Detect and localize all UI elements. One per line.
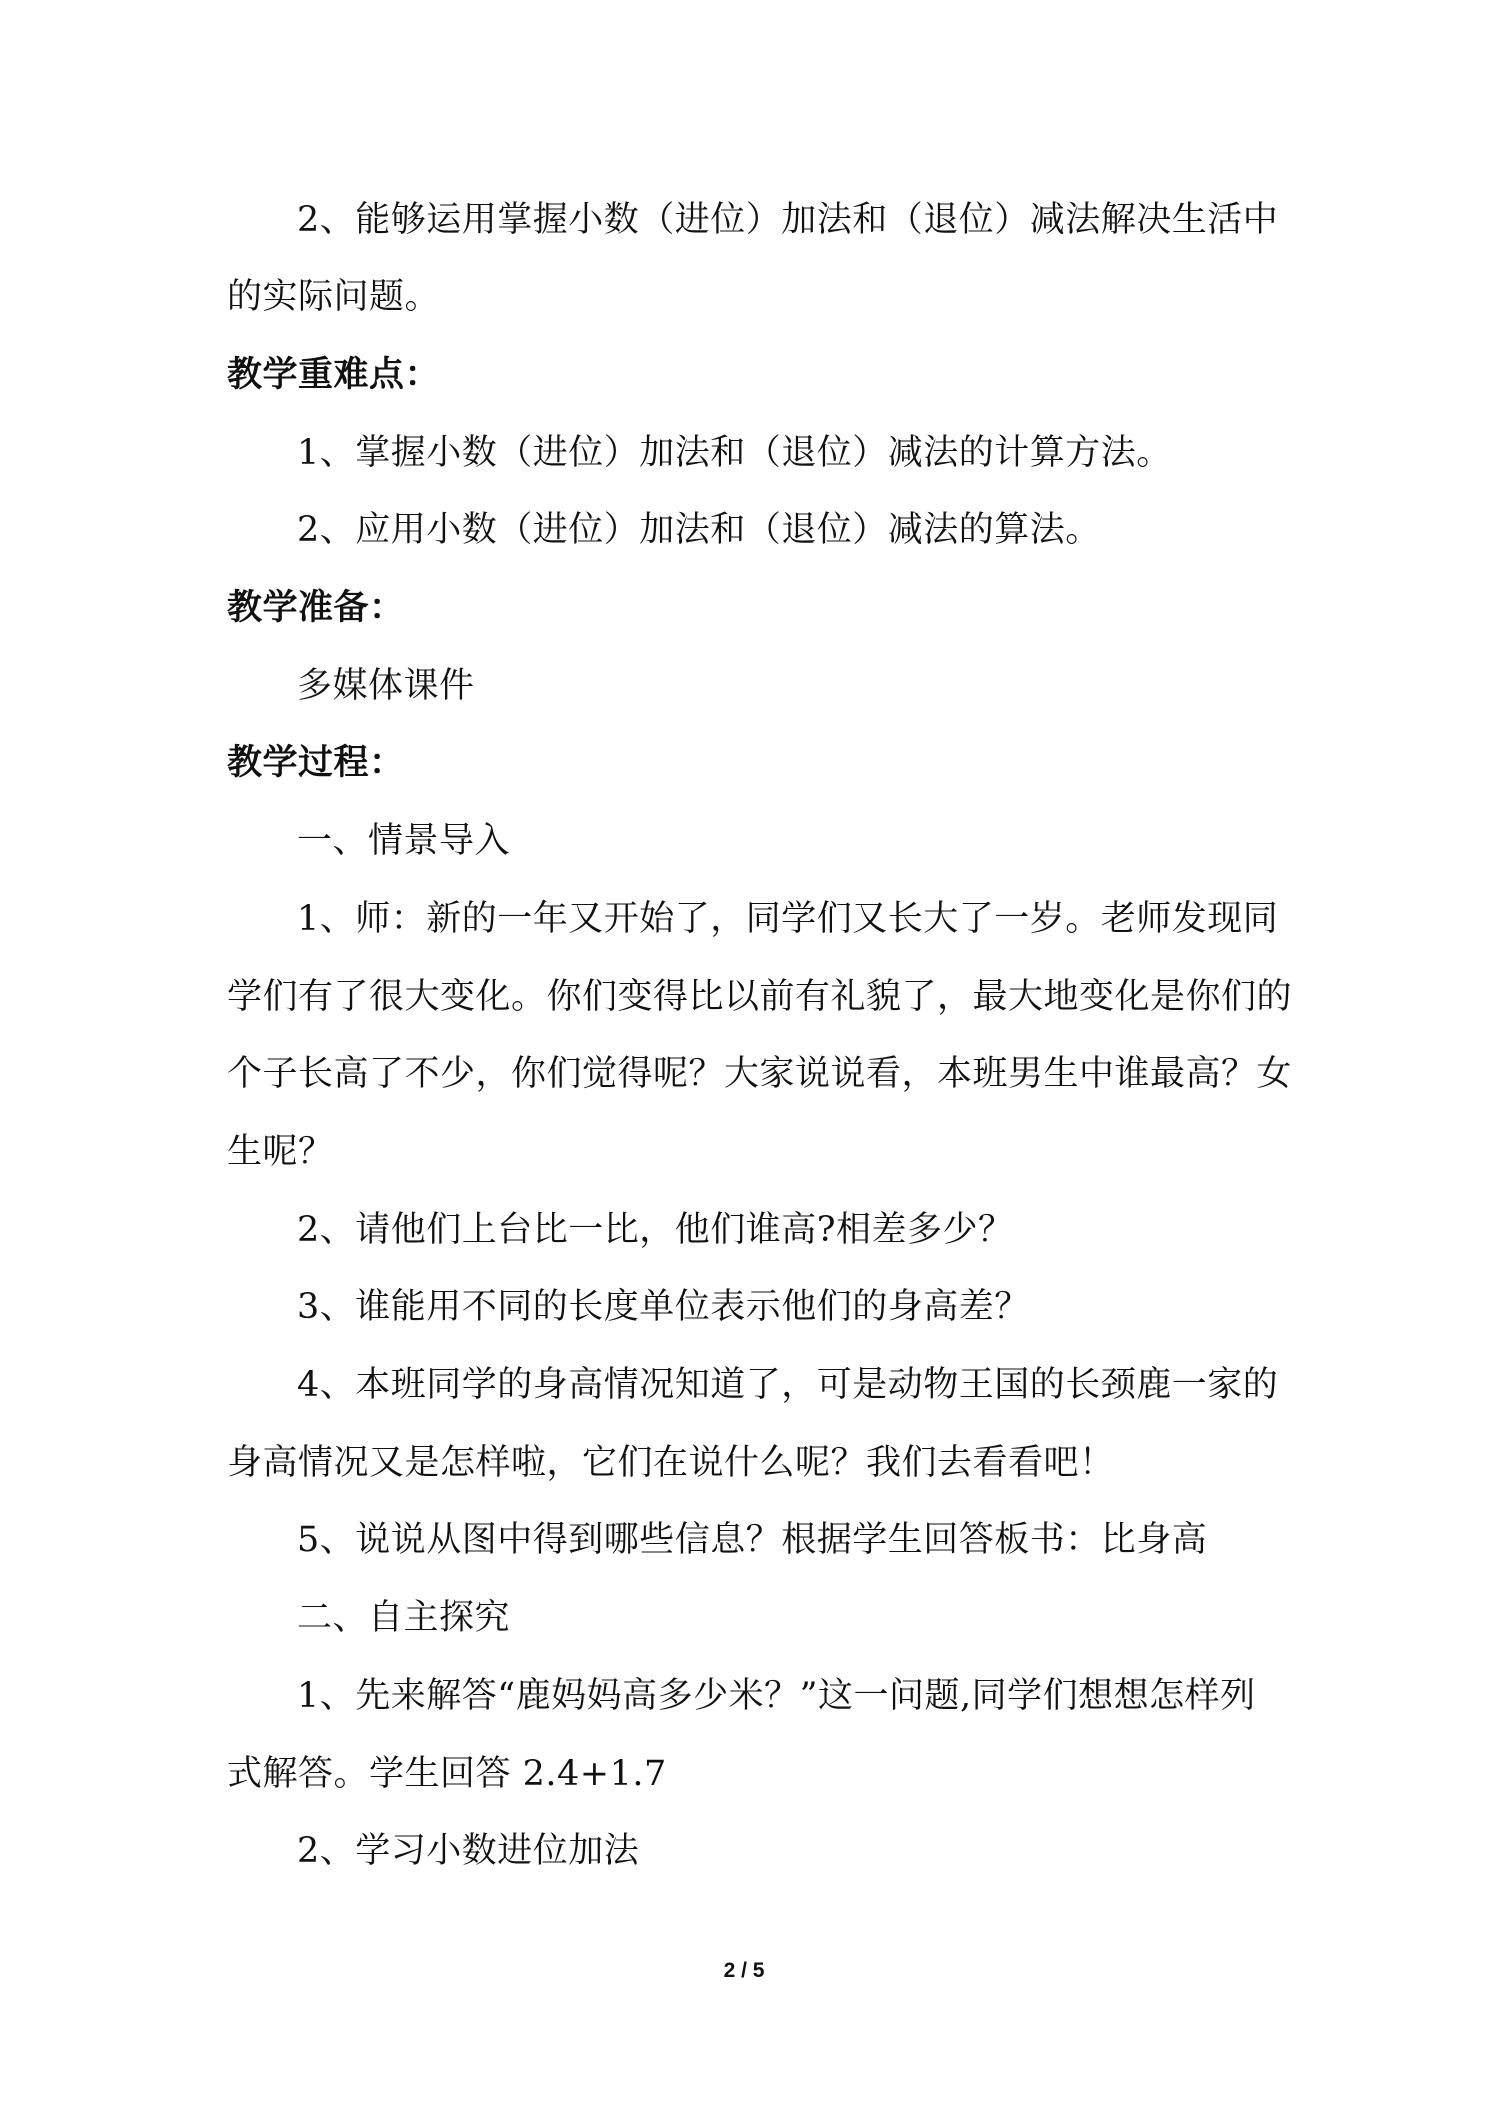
paragraph-line: 个子长高了不少，你们觉得呢？大家说说看，本班男生中谁最高？女 [227, 1054, 1293, 1094]
paragraph-line: 1、先来解答“鹿妈妈高多少米？”这一问题,同学们想想怎样列 [297, 1676, 1256, 1716]
paragraph-line: 二、自主探究 [297, 1598, 511, 1638]
page-number: 2 / 5 [723, 1959, 765, 1982]
section-heading: 教学过程： [227, 743, 405, 783]
paragraph-line: 式解答。学生回答 2.4+1.7 [227, 1754, 667, 1794]
paragraph-line: 生呢？ [227, 1132, 334, 1172]
section-heading: 教学重难点： [227, 355, 441, 395]
paragraph-line: 5、说说从图中得到哪些信息？根据学生回答板书：比身高 [297, 1520, 1208, 1560]
paragraph-line: 4、本班同学的身高情况知道了，可是动物王国的长颈鹿一家的 [297, 1365, 1279, 1405]
paragraph-line: 多媒体课件 [297, 666, 475, 706]
paragraph-line: 的实际问题。 [227, 277, 441, 317]
paragraph-line: 2、应用小数（进位）加法和（退位）减法的算法。 [297, 510, 1101, 550]
paragraph-line: 身高情况又是怎样啦，它们在说什么呢？我们去看看吧！ [227, 1443, 1115, 1483]
paragraph-line: 学们有了很大变化。你们变得比以前有礼貌了，最大地变化是你们的 [227, 977, 1293, 1017]
paragraph-line: 2、学习小数进位加法 [297, 1831, 640, 1871]
paragraph-line: 1、师：新的一年又开始了，同学们又长大了一岁。老师发现同 [297, 899, 1279, 939]
paragraph-line: 一、情景导入 [297, 821, 511, 861]
paragraph-line: 1、掌握小数（进位）加法和（退位）减法的计算方法。 [297, 433, 1172, 473]
paragraph-line: 2、请他们上台比一比，他们谁高?相差多少？ [297, 1210, 1014, 1250]
paragraph-line: 3、谁能用不同的长度单位表示他们的身高差？ [297, 1287, 1030, 1327]
section-heading: 教学准备： [227, 588, 405, 628]
paragraph-line: 2、能够运用掌握小数（进位）加法和（退位）减法解决生活中 [297, 200, 1279, 240]
